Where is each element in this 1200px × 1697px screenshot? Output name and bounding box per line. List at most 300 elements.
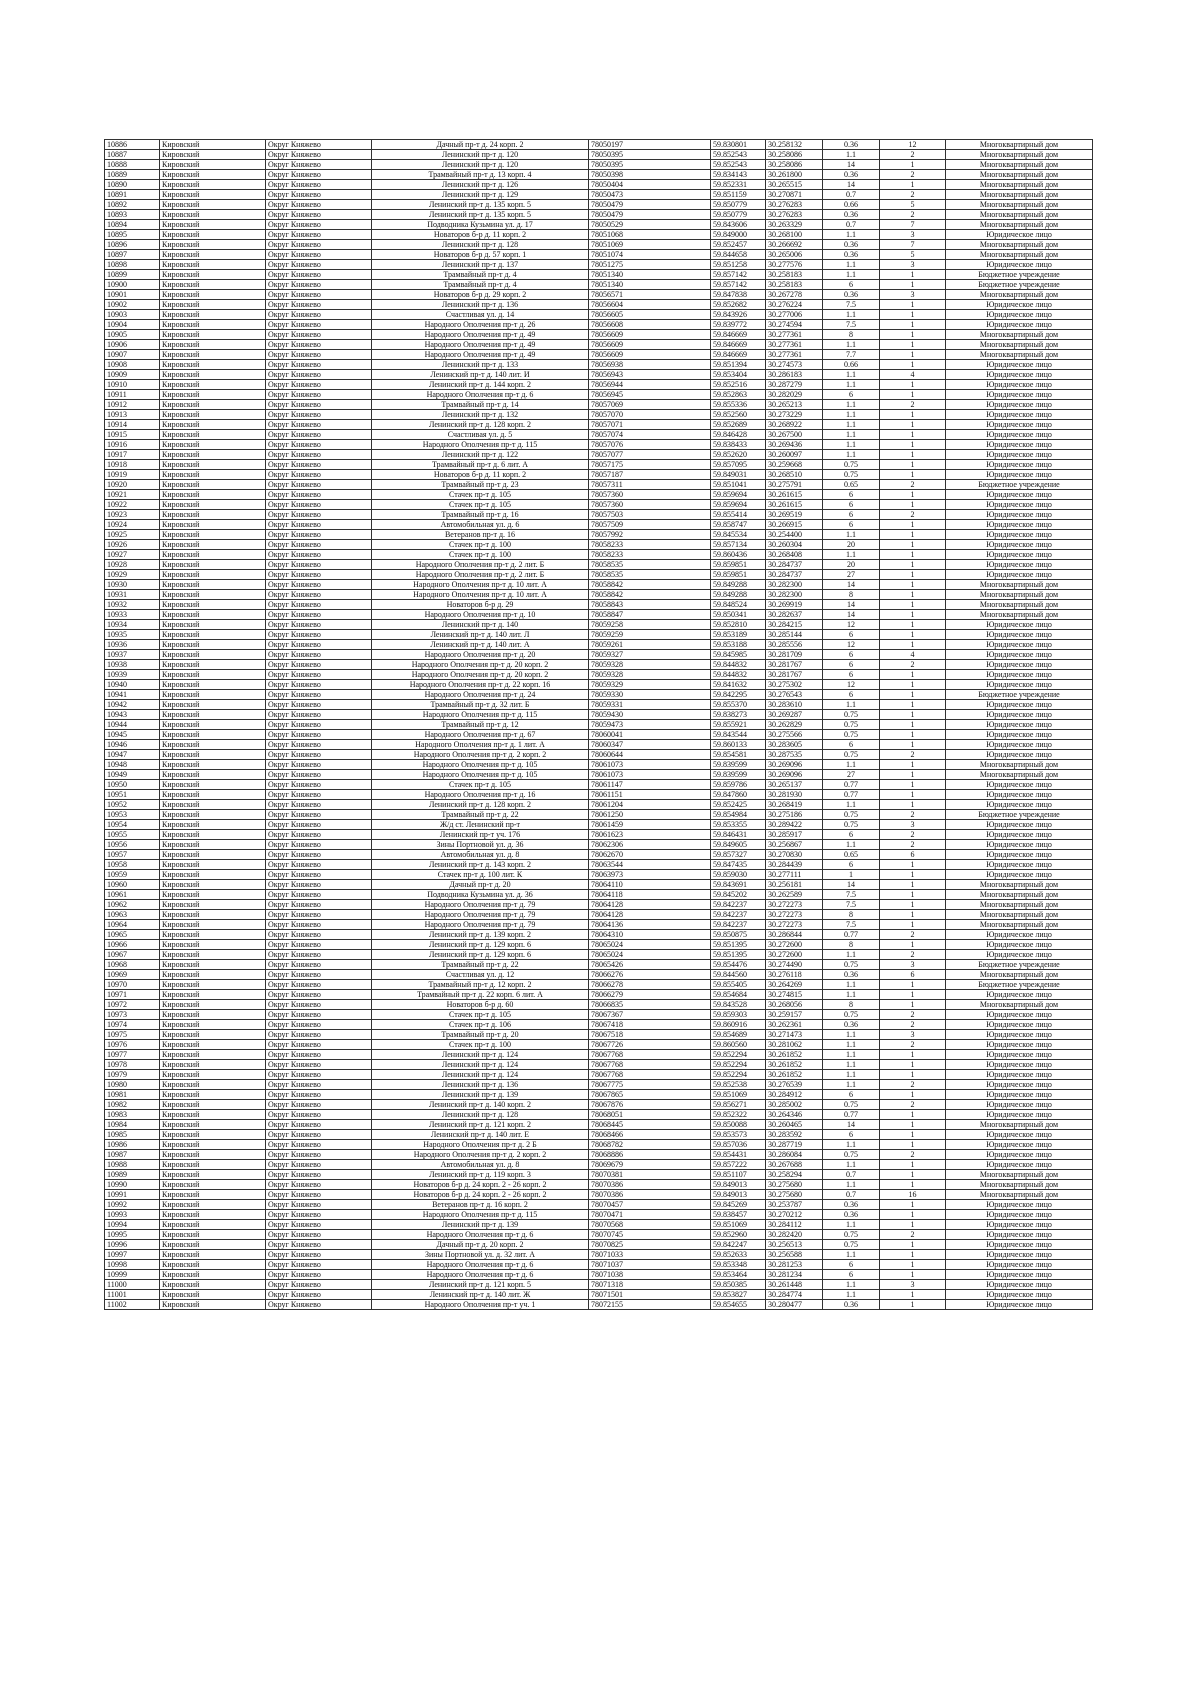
cadastral-code: 78063973 [589,870,711,880]
okrug: Округ Княжево [266,360,372,370]
address: Народного Ополчения пр-т д. 79 [372,910,589,920]
count: 1 [880,1180,946,1190]
latitude: 59.849031 [711,470,766,480]
table-row [105,630,1093,640]
table-row [105,1150,1093,1160]
okrug: Округ Княжево [266,1160,372,1170]
okrug: Округ Княжево [266,350,372,360]
longitude: 30.286084 [766,1150,823,1160]
owner-type: Юридическое лицо [946,230,1093,240]
cadastral-code: 78057509 [589,520,711,530]
volume: 14 [823,1120,880,1130]
address: Трамвайный пр-т д. 12 корп. 2 [372,980,589,990]
longitude: 30.260097 [766,450,823,460]
latitude: 59.852543 [711,150,766,160]
volume: 0.7 [823,220,880,230]
row-id: 10938 [105,660,160,670]
owner-type: Юридическое лицо [946,1240,1093,1250]
district: Кировский [160,1200,266,1210]
row-id: 10937 [105,650,160,660]
volume: 7.5 [823,300,880,310]
cadastral-code: 78056604 [589,300,711,310]
row-id: 10982 [105,1100,160,1110]
row-id: 10942 [105,700,160,710]
longitude: 30.284737 [766,560,823,570]
owner-type: Юридическое лицо [946,790,1093,800]
owner-type: Юридическое лицо [946,1090,1093,1100]
okrug: Округ Княжево [266,1300,372,1310]
row-id: 10915 [105,430,160,440]
address: Счастливая ул. д. 12 [372,970,589,980]
address: Стачек пр-т д. 105 [372,1010,589,1020]
address: Трамвайный пр-т д. 13 корп. 4 [372,170,589,180]
longitude: 30.285002 [766,1100,823,1110]
okrug: Округ Княжево [266,830,372,840]
table-row [105,510,1093,520]
district: Кировский [160,190,266,200]
district: Кировский [160,1150,266,1160]
address: Народного Ополчения пр-т д. 10 лит. А [372,580,589,590]
district: Кировский [160,870,266,880]
longitude: 30.289422 [766,820,823,830]
district: Кировский [160,580,266,590]
table-row [105,640,1093,650]
volume: 6 [823,670,880,680]
count: 1 [880,1090,946,1100]
cadastral-code: 78057187 [589,470,711,480]
okrug: Округ Княжево [266,1200,372,1210]
volume: 1.1 [823,980,880,990]
cadastral-code: 78058233 [589,540,711,550]
cadastral-code: 78071501 [589,1290,711,1300]
address: Ленинский пр-т д. 140 лит. И [372,370,589,380]
latitude: 59.852689 [711,420,766,430]
address: Ленинский пр-т д. 144 корп. 2 [372,380,589,390]
count: 1 [880,560,946,570]
row-id: 10903 [105,310,160,320]
volume: 0.36 [823,250,880,260]
count: 1 [880,980,946,990]
longitude: 30.283605 [766,740,823,750]
latitude: 59.859851 [711,560,766,570]
cadastral-code: 78070825 [589,1240,711,1250]
table-row [105,680,1093,690]
owner-type: Юридическое лицо [946,440,1093,450]
longitude: 30.276283 [766,200,823,210]
count: 2 [880,750,946,760]
row-id: 10892 [105,200,160,210]
row-id: 10940 [105,680,160,690]
address: Народного Ополчения пр-т д. 49 [372,340,589,350]
table-row [105,560,1093,570]
address: Автомобильная ул. д. 6 [372,520,589,530]
row-id: 10932 [105,600,160,610]
table-row [105,840,1093,850]
longitude: 30.276543 [766,690,823,700]
count: 1 [880,860,946,870]
count: 1 [880,540,946,550]
cadastral-code: 78059328 [589,660,711,670]
address: Ленинский пр-т д. 140 лит. Ж [372,1290,589,1300]
table-row [105,1260,1093,1270]
row-id: 10978 [105,1060,160,1070]
district: Кировский [160,1010,266,1020]
address: Ветеранов пр-т д. 16 [372,530,589,540]
count: 1 [880,770,946,780]
table-row [105,410,1093,420]
volume: 12 [823,620,880,630]
okrug: Округ Княжево [266,180,372,190]
address: Трамвайный пр-т д. 22 [372,810,589,820]
table-row [105,690,1093,700]
count: 1 [880,420,946,430]
table-row [105,1230,1093,1240]
owner-type: Юридическое лицо [946,400,1093,410]
table-row [105,390,1093,400]
latitude: 59.842237 [711,920,766,930]
longitude: 30.258294 [766,1170,823,1180]
address: Народного Ополчения пр-т д. 20 корп. 2 [372,660,589,670]
longitude: 30.275302 [766,680,823,690]
latitude: 59.853464 [711,1270,766,1280]
volume: 1.1 [823,1030,880,1040]
longitude: 30.284112 [766,1220,823,1230]
row-id: 10912 [105,400,160,410]
volume: 0.66 [823,360,880,370]
okrug: Округ Княжево [266,290,372,300]
cadastral-code: 78051340 [589,270,711,280]
volume: 0.75 [823,1240,880,1250]
latitude: 59.854476 [711,960,766,970]
district: Кировский [160,1140,266,1150]
cadastral-code: 78067775 [589,1080,711,1090]
volume: 0.75 [823,960,880,970]
district: Кировский [160,900,266,910]
volume: 0.77 [823,1110,880,1120]
row-id: 10923 [105,510,160,520]
okrug: Округ Княжево [266,160,372,170]
district: Кировский [160,790,266,800]
district: Кировский [160,940,266,950]
latitude: 59.851069 [711,1220,766,1230]
latitude: 59.830801 [711,140,766,150]
row-id: 10972 [105,1000,160,1010]
okrug: Округ Княжево [266,260,372,270]
district: Кировский [160,470,266,480]
district: Кировский [160,420,266,430]
table-row [105,1160,1093,1170]
latitude: 59.852425 [711,800,766,810]
okrug: Округ Княжево [266,250,372,260]
address: Ленинский пр-т д. 129 корп. 6 [372,940,589,950]
address: Счастливая ул. д. 5 [372,430,589,440]
district: Кировский [160,760,266,770]
latitude: 59.852810 [711,620,766,630]
okrug: Округ Княжево [266,530,372,540]
longitude: 30.277111 [766,870,823,880]
latitude: 59.855370 [711,700,766,710]
district: Кировский [160,390,266,400]
count: 1 [880,880,946,890]
cadastral-code: 78061204 [589,800,711,810]
longitude: 30.276539 [766,1080,823,1090]
volume: 6 [823,520,880,530]
okrug: Округ Княжево [266,780,372,790]
count: 2 [880,150,946,160]
okrug: Округ Княжево [266,1050,372,1060]
row-id: 10930 [105,580,160,590]
table-row [105,770,1093,780]
address: Народного Ополчения пр-т д. 2 корп. 2 [372,1150,589,1160]
latitude: 59.843926 [711,310,766,320]
table-row [105,850,1093,860]
latitude: 59.856271 [711,1100,766,1110]
volume: 6 [823,1090,880,1100]
cadastral-code: 78056608 [589,320,711,330]
address: Подводника Кузьмина ул. д. 17 [372,220,589,230]
row-id: 10954 [105,820,160,830]
district: Кировский [160,990,266,1000]
owner-type: Юридическое лицо [946,660,1093,670]
cadastral-code: 78066279 [589,990,711,1000]
district: Кировский [160,1120,266,1130]
cadastral-code: 78050479 [589,200,711,210]
count: 1 [880,550,946,560]
district: Кировский [160,610,266,620]
address: Ленинский пр-т д. 128 корп. 2 [372,800,589,810]
latitude: 59.854984 [711,810,766,820]
count: 1 [880,920,946,930]
district: Кировский [160,720,266,730]
volume: 0.77 [823,930,880,940]
owner-type: Юридическое лицо [946,470,1093,480]
district: Кировский [160,780,266,790]
count: 5 [880,250,946,260]
district: Кировский [160,880,266,890]
volume: 1.1 [823,1160,880,1170]
table-row [105,180,1093,190]
owner-type: Юридическое лицо [946,450,1093,460]
row-id: 11002 [105,1300,160,1310]
address: Стачек пр-т д. 100 лит. К [372,870,589,880]
volume: 7.5 [823,920,880,930]
address: Ленинский пр-т д. 140 лит. Л [372,630,589,640]
district: Кировский [160,240,266,250]
owner-type: Многоквартирный дом [946,580,1093,590]
district: Кировский [160,1110,266,1120]
address: Стачек пр-т д. 105 [372,780,589,790]
row-id: 10971 [105,990,160,1000]
count: 1 [880,350,946,360]
table-row [105,200,1093,210]
address: Зины Портновой ул. д. 32 лит. А [372,1250,589,1260]
count: 1 [880,1140,946,1150]
cadastral-code: 78050473 [589,190,711,200]
volume: 6 [823,500,880,510]
cadastral-code: 78058535 [589,560,711,570]
latitude: 59.851395 [711,940,766,950]
row-id: 10975 [105,1030,160,1040]
table-row [105,170,1093,180]
cadastral-code: 78070386 [589,1190,711,1200]
okrug: Округ Княжево [266,540,372,550]
longitude: 30.258086 [766,160,823,170]
table-row [105,190,1093,200]
volume: 1.1 [823,1050,880,1060]
district: Кировский [160,600,266,610]
count: 1 [880,520,946,530]
okrug: Округ Княжево [266,660,372,670]
longitude: 30.269519 [766,510,823,520]
okrug: Округ Княжево [266,970,372,980]
owner-type: Многоквартирный дом [946,160,1093,170]
row-id: 10957 [105,850,160,860]
okrug: Округ Княжево [266,1290,372,1300]
count: 1 [880,1050,946,1060]
longitude: 30.275680 [766,1180,823,1190]
row-id: 10894 [105,220,160,230]
okrug: Округ Княжево [266,870,372,880]
latitude: 59.850088 [711,1120,766,1130]
volume: 6 [823,1270,880,1280]
longitude: 30.267688 [766,1160,823,1170]
cadastral-code: 78067768 [589,1060,711,1070]
row-id: 10955 [105,830,160,840]
district: Кировский [160,380,266,390]
latitude: 59.853188 [711,640,766,650]
table-row [105,660,1093,670]
address: Ленинский пр-т уч. 176 [372,830,589,840]
okrug: Округ Княжево [266,220,372,230]
okrug: Округ Княжево [266,1170,372,1180]
cadastral-code: 78071038 [589,1270,711,1280]
latitude: 59.850341 [711,610,766,620]
volume: 14 [823,610,880,620]
count: 1 [880,700,946,710]
okrug: Округ Княжево [266,240,372,250]
row-id: 10947 [105,750,160,760]
latitude: 59.852633 [711,1250,766,1260]
row-id: 11001 [105,1290,160,1300]
owner-type: Многоквартирный дом [946,290,1093,300]
okrug: Округ Княжево [266,1180,372,1190]
latitude: 59.852560 [711,410,766,420]
latitude: 59.847838 [711,290,766,300]
count: 1 [880,760,946,770]
count: 1 [880,580,946,590]
volume: 7.7 [823,350,880,360]
longitude: 30.268408 [766,550,823,560]
row-id: 10953 [105,810,160,820]
count: 2 [880,1230,946,1240]
count: 1 [880,1200,946,1210]
row-id: 10980 [105,1080,160,1090]
address: Трамвайный пр-т д. 16 [372,510,589,520]
owner-type: Бюджетное учреждение [946,980,1093,990]
cadastral-code: 78070381 [589,1170,711,1180]
latitude: 59.855414 [711,510,766,520]
row-id: 10994 [105,1220,160,1230]
volume: 14 [823,580,880,590]
longitude: 30.258086 [766,150,823,160]
district: Кировский [160,210,266,220]
owner-type: Юридическое лицо [946,1280,1093,1290]
owner-type: Юридическое лицо [946,370,1093,380]
okrug: Округ Княжево [266,730,372,740]
count: 1 [880,590,946,600]
volume: 8 [823,590,880,600]
cadastral-code: 78057503 [589,510,711,520]
okrug: Округ Княжево [266,1240,372,1250]
count: 1 [880,870,946,880]
okrug: Округ Княжево [266,1110,372,1120]
count: 6 [880,850,946,860]
row-id: 10888 [105,160,160,170]
okrug: Округ Княжево [266,210,372,220]
longitude: 30.267278 [766,290,823,300]
district: Кировский [160,930,266,940]
owner-type: Юридическое лицо [946,840,1093,850]
cadastral-code: 78059473 [589,720,711,730]
address: Народного Ополчения пр-т д. 20 корп. 2 [372,670,589,680]
row-id: 10961 [105,890,160,900]
table-row [105,490,1093,500]
row-id: 10985 [105,1130,160,1140]
cadastral-code: 78061459 [589,820,711,830]
volume: 1.1 [823,1220,880,1230]
cadastral-code: 78068466 [589,1130,711,1140]
owner-type: Юридическое лицо [946,1100,1093,1110]
count: 1 [880,1110,946,1120]
owner-type: Юридическое лицо [946,420,1093,430]
count: 1 [880,1000,946,1010]
latitude: 59.842295 [711,690,766,700]
district: Кировский [160,1230,266,1240]
owner-type: Юридическое лицо [946,1080,1093,1090]
table-row [105,360,1093,370]
okrug: Округ Княжево [266,930,372,940]
district: Кировский [160,1250,266,1260]
volume: 27 [823,570,880,580]
table-row [105,1050,1093,1060]
volume: 1.1 [823,990,880,1000]
count: 1 [880,280,946,290]
district: Кировский [160,1280,266,1290]
volume: 0.7 [823,190,880,200]
okrug: Округ Княжево [266,1280,372,1290]
cadastral-code: 78057069 [589,400,711,410]
cadastral-code: 78056609 [589,340,711,350]
address: Ленинский пр-т д. 133 [372,360,589,370]
volume: 1.1 [823,530,880,540]
count: 1 [880,330,946,340]
district: Кировский [160,1130,266,1140]
address: Новаторов б-р д. 11 корп. 2 [372,230,589,240]
okrug: Округ Княжево [266,450,372,460]
count: 2 [880,400,946,410]
volume: 8 [823,940,880,950]
count: 2 [880,1080,946,1090]
owner-type: Многоквартирный дом [946,1180,1093,1190]
okrug: Округ Княжево [266,140,372,150]
okrug: Округ Княжево [266,840,372,850]
district: Кировский [160,520,266,530]
volume: 1.1 [823,1070,880,1080]
address: Ленинский пр-т д. 129 [372,190,589,200]
address: Народного Ополчения пр-т д. 115 [372,1210,589,1220]
longitude: 30.277576 [766,260,823,270]
okrug: Округ Княжево [266,760,372,770]
